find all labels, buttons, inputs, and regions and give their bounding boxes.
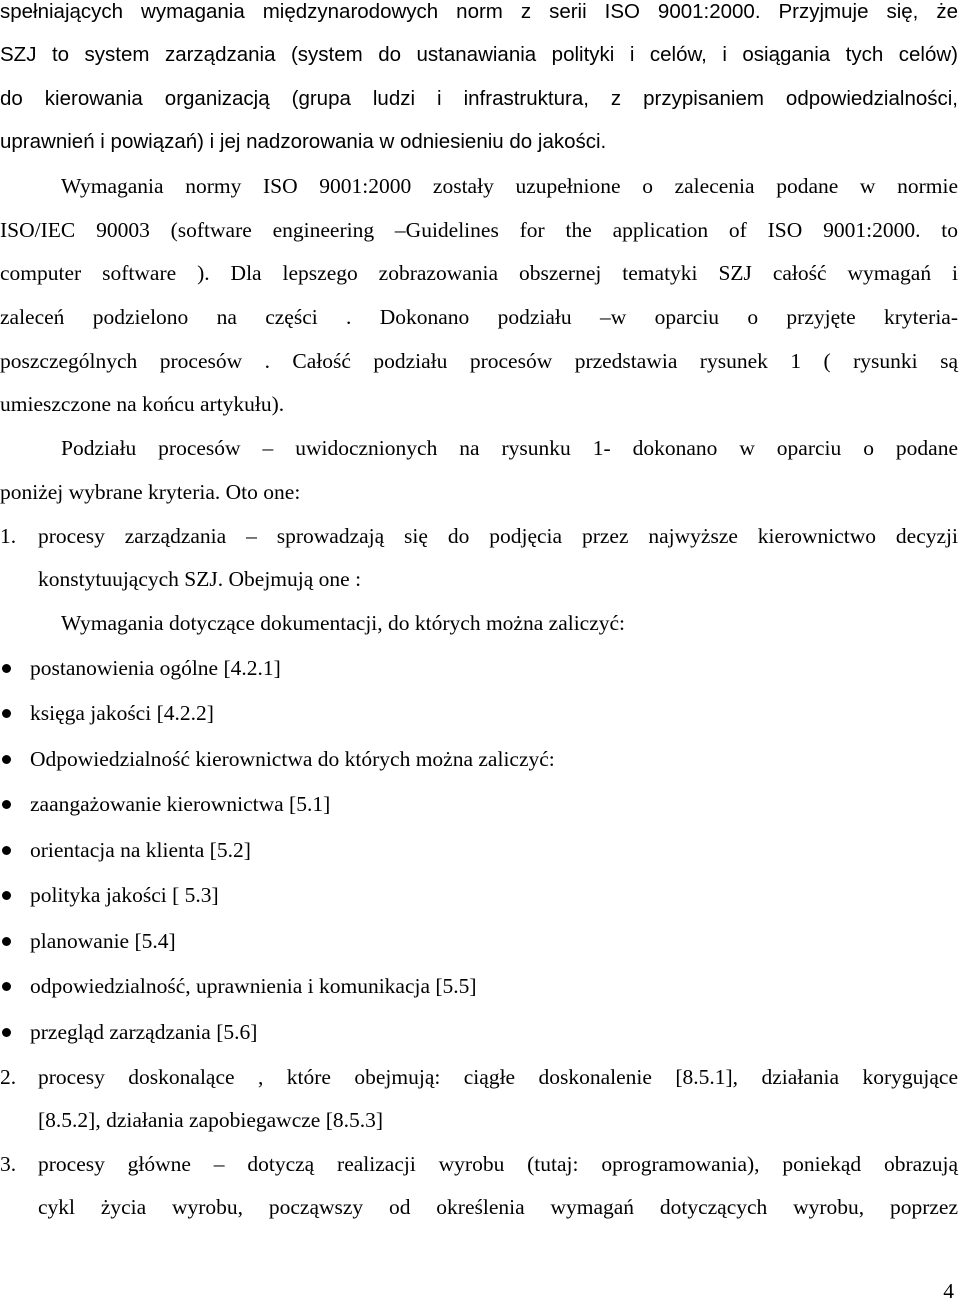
item2-number: 2. bbox=[0, 1065, 17, 1089]
bullet-dot-icon bbox=[2, 846, 11, 855]
para2-line-2: ISO/IEC 90003 (software engineering –Guidelines for the application of ISO 9001:2000. to bbox=[0, 218, 958, 242]
para2-line-3: computer software ). Dla lepszego zobrazowania obszernej tematyki SZJ całość wymagań i bbox=[0, 261, 958, 285]
item3-number: 3. bbox=[0, 1152, 17, 1176]
item1-number: 1. bbox=[0, 524, 17, 548]
bullet-dot-icon bbox=[2, 982, 11, 991]
list-item-text: postanowienia ogólne [4.2.1] bbox=[30, 656, 281, 680]
para2-line-6: umieszczone na końcu artykułu). bbox=[0, 392, 285, 416]
para2-line-4: zaleceń podzielono na części . Dokonano podziału –w oparciu o przyjęte kryteria- bbox=[0, 305, 958, 329]
para2-line-5: poszczególnych procesów . Całość podziału procesów przedstawia rysunek 1 ( rysunki są bbox=[0, 349, 958, 373]
item3-line-2: cykl życia wyrobu, począwszy od określenia wymagań dotyczących wyrobu, poprzez bbox=[38, 1195, 958, 1219]
bullet-dot-icon bbox=[2, 664, 11, 673]
list-item-text: orientacja na klienta [5.2] bbox=[30, 838, 251, 862]
item2-line-1: procesy doskonalące , które obejmują: ciągłe doskonalenie [8.5.1], działania korygujące bbox=[38, 1065, 958, 1089]
intro-line-4: uprawnień i powiązań) i jej nadzorowania w odniesieniu do jakości. bbox=[0, 130, 607, 153]
bullet-dot-icon bbox=[2, 937, 11, 946]
bullet-dot-icon bbox=[2, 755, 11, 764]
list-item-text: polityka jakości [ 5.3] bbox=[30, 883, 219, 907]
item1-subheading: Wymagania dotyczące dokumentacji, do których można zaliczyć: bbox=[61, 611, 626, 635]
item1-line-1: procesy zarządzania – sprowadzają się do podjęcia przez najwyższe kierownictwo decyzji bbox=[38, 524, 958, 548]
list-item-text: odpowiedzialność, uprawnienia i komunikacja [5.5] bbox=[30, 974, 477, 998]
bullet-dot-icon bbox=[2, 709, 11, 718]
list-item-text: zaangażowanie kierownictwa [5.1] bbox=[30, 792, 331, 816]
list-item-text: przegląd zarządzania [5.6] bbox=[30, 1020, 258, 1044]
page-number: 4 bbox=[943, 1279, 954, 1303]
intro-line-2: SZJ to system zarządzania (system do ustanawiania polityki i celów, i osiągania tych celów) bbox=[0, 43, 958, 66]
list-item-text: Odpowiedzialność kierownictwa do których można zaliczyć: bbox=[30, 747, 555, 771]
list-item-text: planowanie [5.4] bbox=[30, 929, 176, 953]
item2-line-2: [8.5.2], działania zapobiegawcze [8.5.3] bbox=[38, 1108, 384, 1132]
bullet-dot-icon bbox=[2, 891, 11, 900]
item1-line-2: konstytuujących SZJ. Obejmują one : bbox=[38, 567, 362, 591]
para3-line-2: poniżej wybrane kryteria. Oto one: bbox=[0, 480, 301, 504]
bullet-dot-icon bbox=[2, 800, 11, 809]
item3-line-1: procesy główne – dotyczą realizacji wyrobu (tutaj: oprogramowania), poniekąd obrazują bbox=[38, 1152, 958, 1176]
bullet-dot-icon bbox=[2, 1028, 11, 1037]
para2-line-1: Wymagania normy ISO 9001:2000 zostały uzupełnione o zalecenia podane w normie bbox=[61, 174, 958, 198]
intro-line-3: do kierowania organizacją (grupa ludzi i infrastruktura, z przypisaniem odpowiedzialności, bbox=[0, 87, 958, 110]
intro-line-1: spełniających wymagania międzynarodowych norm z serii ISO 9001:2000. Przyjmuje się, że bbox=[0, 0, 958, 23]
para3-line-1: Podziału procesów – uwidocznionych na rysunku 1- dokonano w oparciu o podane bbox=[61, 436, 958, 460]
list-item-text: księga jakości [4.2.2] bbox=[30, 701, 214, 725]
